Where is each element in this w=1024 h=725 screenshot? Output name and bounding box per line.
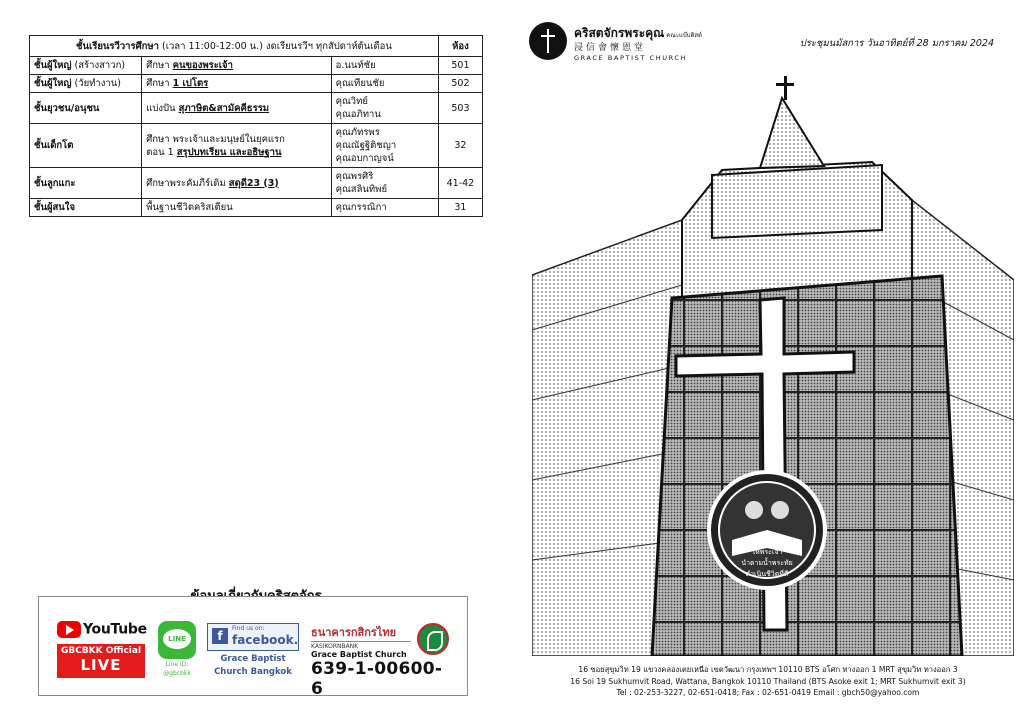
bank-name-th: ธนาคารกสิกรไทย [311, 626, 397, 639]
teacher-name: คุณอบกาญจน์ [335, 153, 394, 164]
teacher-name: คุณอภิทาน [335, 109, 381, 120]
class-sub: (วัยทำงาน) [71, 78, 121, 89]
teacher-name: คุณณัฐฐิติชญา [335, 140, 397, 151]
right-page [512, 0, 1024, 725]
spire [760, 98, 824, 168]
class-name: ชั้นยุวชน/อนุชน [34, 102, 100, 114]
study-cell [142, 57, 331, 75]
teacher-cell [331, 199, 438, 217]
facebook-icon: f [212, 628, 228, 644]
teacher-name: อ.นนท์ชัย [335, 60, 376, 71]
table-row [30, 75, 483, 93]
youtube-live: LIVE [80, 656, 122, 674]
table-header-row [30, 36, 483, 57]
about-box [38, 596, 468, 699]
church-name-th-small: คณะแบ๊บติสต์ [664, 32, 702, 39]
table-row [30, 57, 483, 75]
room-cell: 32 [438, 124, 482, 168]
class-name-cell [30, 57, 142, 75]
facebook-page-name-1: Grace Baptist [220, 654, 286, 664]
bank-name-en: KASIKORNBANK [311, 641, 411, 650]
church-name-th-text: คริสตจักรพระคุณ [574, 26, 665, 40]
room-cell: 501 [438, 57, 482, 75]
kbank-logo-icon [417, 623, 449, 655]
teacher-name: คุณเทียนชัย [335, 78, 385, 89]
class-name-cell [30, 168, 142, 199]
teacher-cell [331, 93, 438, 124]
room-cell: 41-42 [438, 168, 482, 199]
class-name-cell [30, 75, 142, 93]
emblem-line-1: ให้พระเจ้า [751, 548, 783, 556]
class-sub: (สร้างสาวก) [71, 60, 126, 71]
study-text: ศึกษา [146, 60, 173, 71]
study-bold: สดุดี23 (3) [228, 177, 279, 189]
facebook-word: facebook. [232, 633, 299, 647]
teacher-cell [331, 57, 438, 75]
youtube-play-icon [57, 621, 81, 638]
study-cell [142, 93, 331, 124]
youtube-channel: GBCBKK Official [60, 646, 142, 656]
study-text: พื้นฐานชีวิตคริสเตียน [146, 202, 233, 213]
room-cell: 31 [438, 199, 482, 217]
youtube-link[interactable] [57, 621, 147, 677]
study-text: ศึกษาพระคัมภีร์เดิม [146, 177, 229, 189]
youtube-logo [57, 621, 147, 641]
window-grid [652, 276, 962, 656]
class-name: ชั้นผู้ใหญ่ [34, 60, 72, 71]
youtube-live-badge [57, 644, 145, 678]
study-bold-2: สรุปบทเรียน และอธิษฐาน [176, 146, 282, 158]
schedule-time: (เวลา 11:00-12:00 น.) งดเรียนรวีฯ ทุกสัปดาห์ต้นเดือน [159, 40, 392, 52]
table-row [30, 199, 483, 217]
line-id: @gbcbkk [163, 670, 191, 677]
teacher-cell [331, 124, 438, 168]
room-header-label: ห้อง [452, 40, 469, 52]
schedule-table [29, 35, 483, 217]
teacher-cell [331, 168, 438, 199]
address-en: 16 Soi 19 Sukhumvit Road, Wattana, Bangkok 10110 Thailand (BTS Asoke exit 1; MRT Sukhumvit exit 3) [570, 676, 966, 686]
facebook-find-text: Find us on: [232, 625, 265, 632]
study-bold: คนของพระเจ้า [172, 60, 233, 71]
study-cell [142, 168, 331, 199]
class-name-cell [30, 93, 142, 124]
youtube-word: YouTube [83, 621, 147, 638]
facebook-page-name-2: Church Bangkok [214, 667, 292, 677]
line-id-label: Line ID: [165, 661, 189, 668]
table-row [30, 93, 483, 124]
facebook-link[interactable] [207, 623, 299, 681]
church-building-illustration [532, 70, 1014, 656]
line-link[interactable] [157, 621, 197, 677]
address-th: 16 ซอยสุขุมวิท 19 แขวงคลองเตยเหนือ เขตวัฒนา กรุงเทพฯ 10110 BTS อโศก ทางออก 1 MRT สุขุมวิท ทางออก 3 [578, 665, 958, 674]
study-cell [142, 199, 331, 217]
line-word: LINE [163, 629, 191, 649]
contact-info: Tel : 02-253-3227, 02-651-0418; Fax : 02-651-0419 Email : gbch50@yahoo.com [616, 688, 920, 697]
table-row [30, 124, 483, 168]
room-cell: 502 [438, 75, 482, 93]
class-name: ชั้นผู้ใหญ่ [34, 78, 72, 89]
class-name: ชั้นผู้สนใจ [34, 202, 76, 213]
teacher-name: คุณพรศิริ [335, 171, 374, 182]
room-cell: 503 [438, 93, 482, 124]
line-icon [158, 621, 196, 659]
teacher-cell [331, 75, 438, 93]
teacher-name: คุณภัทรพร [335, 127, 380, 138]
class-name-cell [30, 199, 142, 217]
service-date: ประชุมนมัสการ วันอาทิตย์ที่ 28 มกราคม 2024 [799, 38, 994, 49]
church-name-zh: 浸信會懷恩堂 [574, 43, 647, 53]
study-text-2: ตอน 1 [146, 146, 177, 158]
address-block [512, 664, 1024, 699]
schedule-title-bold: ชั้นเรียนรวีวารศึกษา [76, 40, 159, 52]
room-header [438, 36, 482, 57]
teacher-name: คุณวิทย์ [335, 96, 368, 107]
study-bold: 1 เปโตร [172, 78, 209, 89]
emblem-line-3: ดำเนินชีวิตที่ดี [745, 570, 789, 578]
schedule-title [30, 36, 439, 57]
study-text: แบ่งปัน [146, 102, 179, 114]
bank-account-name: Grace Baptist Church [311, 650, 407, 659]
table-row [30, 168, 483, 199]
bank-account [311, 623, 451, 699]
study-cell [142, 75, 331, 93]
class-name-cell [30, 124, 142, 168]
study-cell [142, 124, 331, 168]
church-cross-logo-icon [529, 22, 567, 60]
church-emblem [709, 472, 825, 588]
teacher-name: คุณกรรณิกา [335, 202, 387, 213]
study-bold: สุภาษิต&สามัคคีธรรม [178, 102, 270, 114]
schedule-rows [30, 57, 483, 217]
church-name-en: GRACE BAPTIST CHURCH [574, 54, 688, 62]
bank-account-number: 639-1-00600-6 [311, 659, 443, 699]
study-text: ศึกษา [146, 78, 173, 89]
class-name: ชั้นเด็กโต [34, 140, 74, 151]
facebook-badge [207, 623, 299, 651]
study-text: ศึกษา พระเจ้าและมนุษย์ในยุคแรก [146, 133, 285, 145]
class-name: ชั้นลูกแกะ [34, 177, 76, 189]
emblem-line-2: นำตามน้ำพระทัย [741, 559, 793, 567]
teacher-name: คุณสลินทิพย์ [335, 184, 388, 195]
